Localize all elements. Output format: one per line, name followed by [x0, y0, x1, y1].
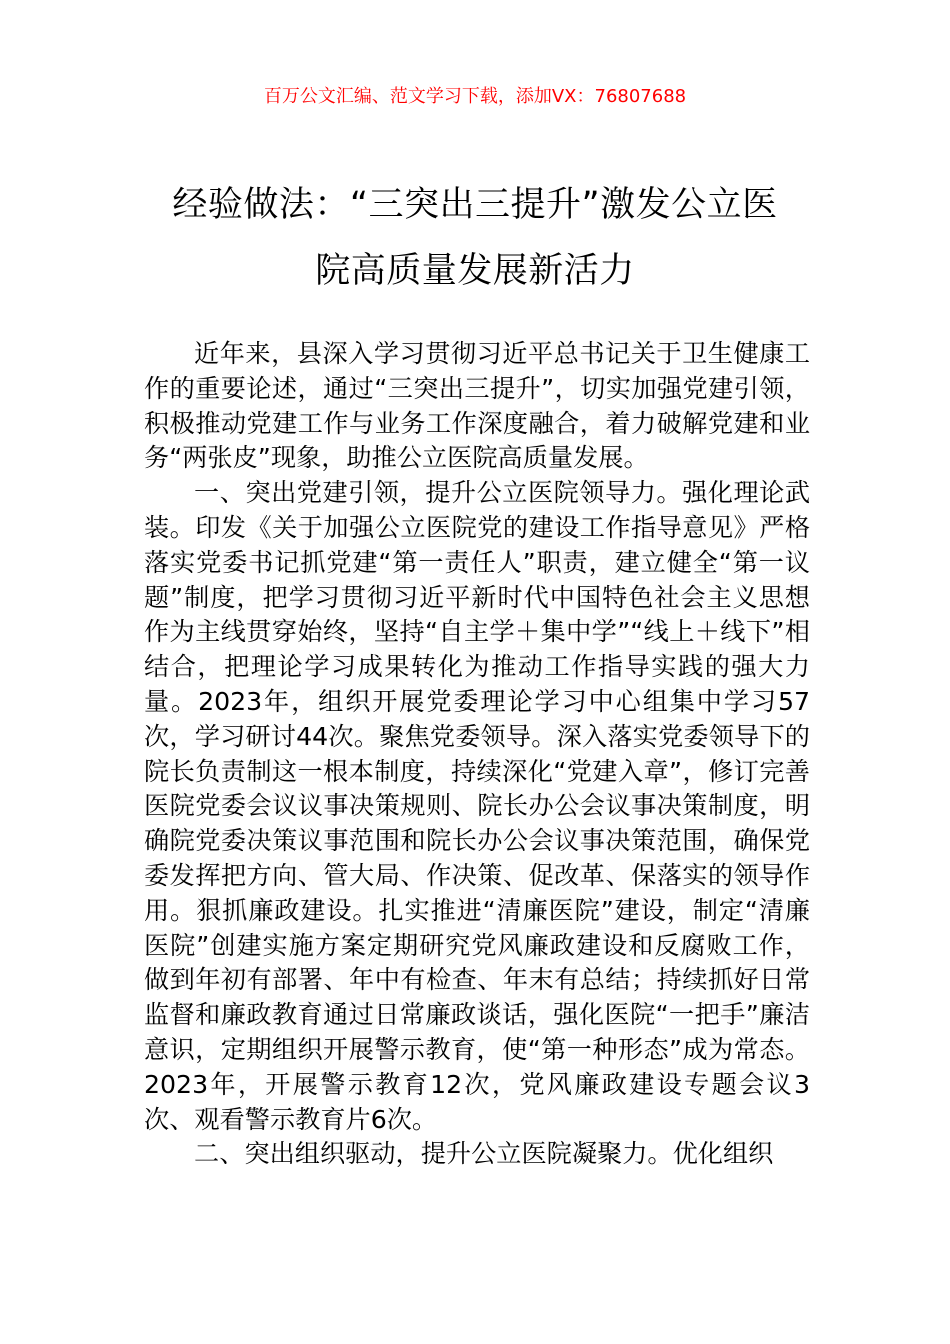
header-watermark-note: 百万公文汇编、范文学习下载，添加VX：76807688	[263, 86, 687, 107]
document-body	[144, 337, 810, 1172]
paragraph-section-two: 二、突出组织驱动，提升公立医院凝聚力。优化组织	[194, 1139, 774, 1169]
title-line-2: 院高质量发展新活力	[315, 251, 635, 291]
document-title	[140, 172, 810, 304]
paragraph-section-one: 一、突出党建引领，提升公立医院领导力。强化理论武装。印发《关于加强公立医院党的建设工作指导意见》严格落实党委书记抓党建“第一责任人”职责，建立健全“第一议题”制度，把学习贯彻习近平新时代中国特色社会主义思想作为主线贯穿始终，坚持“自主学＋集中学”“线上＋线下”相结合，把理论学习成果转化为推动工作指导实践的强大力量。2023年，组织开展党委理论学习中心组集中学习57次，学习研讨44次。聚焦党委领导。深入落实党委领导下的院长负责制这一根本制度，持续深化“党建入章”，修订完善医院党委会议议事决策规则、院长办公会议事决策制度，明确院党委决策议事范围和院长办公会议事决策范围，确保党委发挥把方向、管大局、作决策、促改革、保落实的领导作用。狠抓廉政建设。扎实推进“清廉医院”建设，制定“清廉医院”创建实施方案定期研究党风廉政建设和反腐败工作，做到年初有部署、年中有检查、年末有总结；持续抓好日常监督和廉政教育通过日常廉政谈话，强化医院“一把手”廉洁意识，定期组织开展警示教育，使“第一种形态”成为常态。2023年，开展警示教育12次，党风廉政建设专题会议3次、观看警示教育片6次。	[144, 478, 810, 1134]
paragraph-intro: 近年来，县深入学习贯彻习近平总书记关于卫生健康工作的重要论述，通过“三突出三提升”，切实加强党建引领，积极推动党建工作与业务工作深度融合，着力破解党建和业务“两张皮”现象，助推公立医院高质量发展。	[144, 339, 810, 473]
title-line-1: 经验做法：“三突出三提升”激发公立医	[172, 185, 778, 225]
